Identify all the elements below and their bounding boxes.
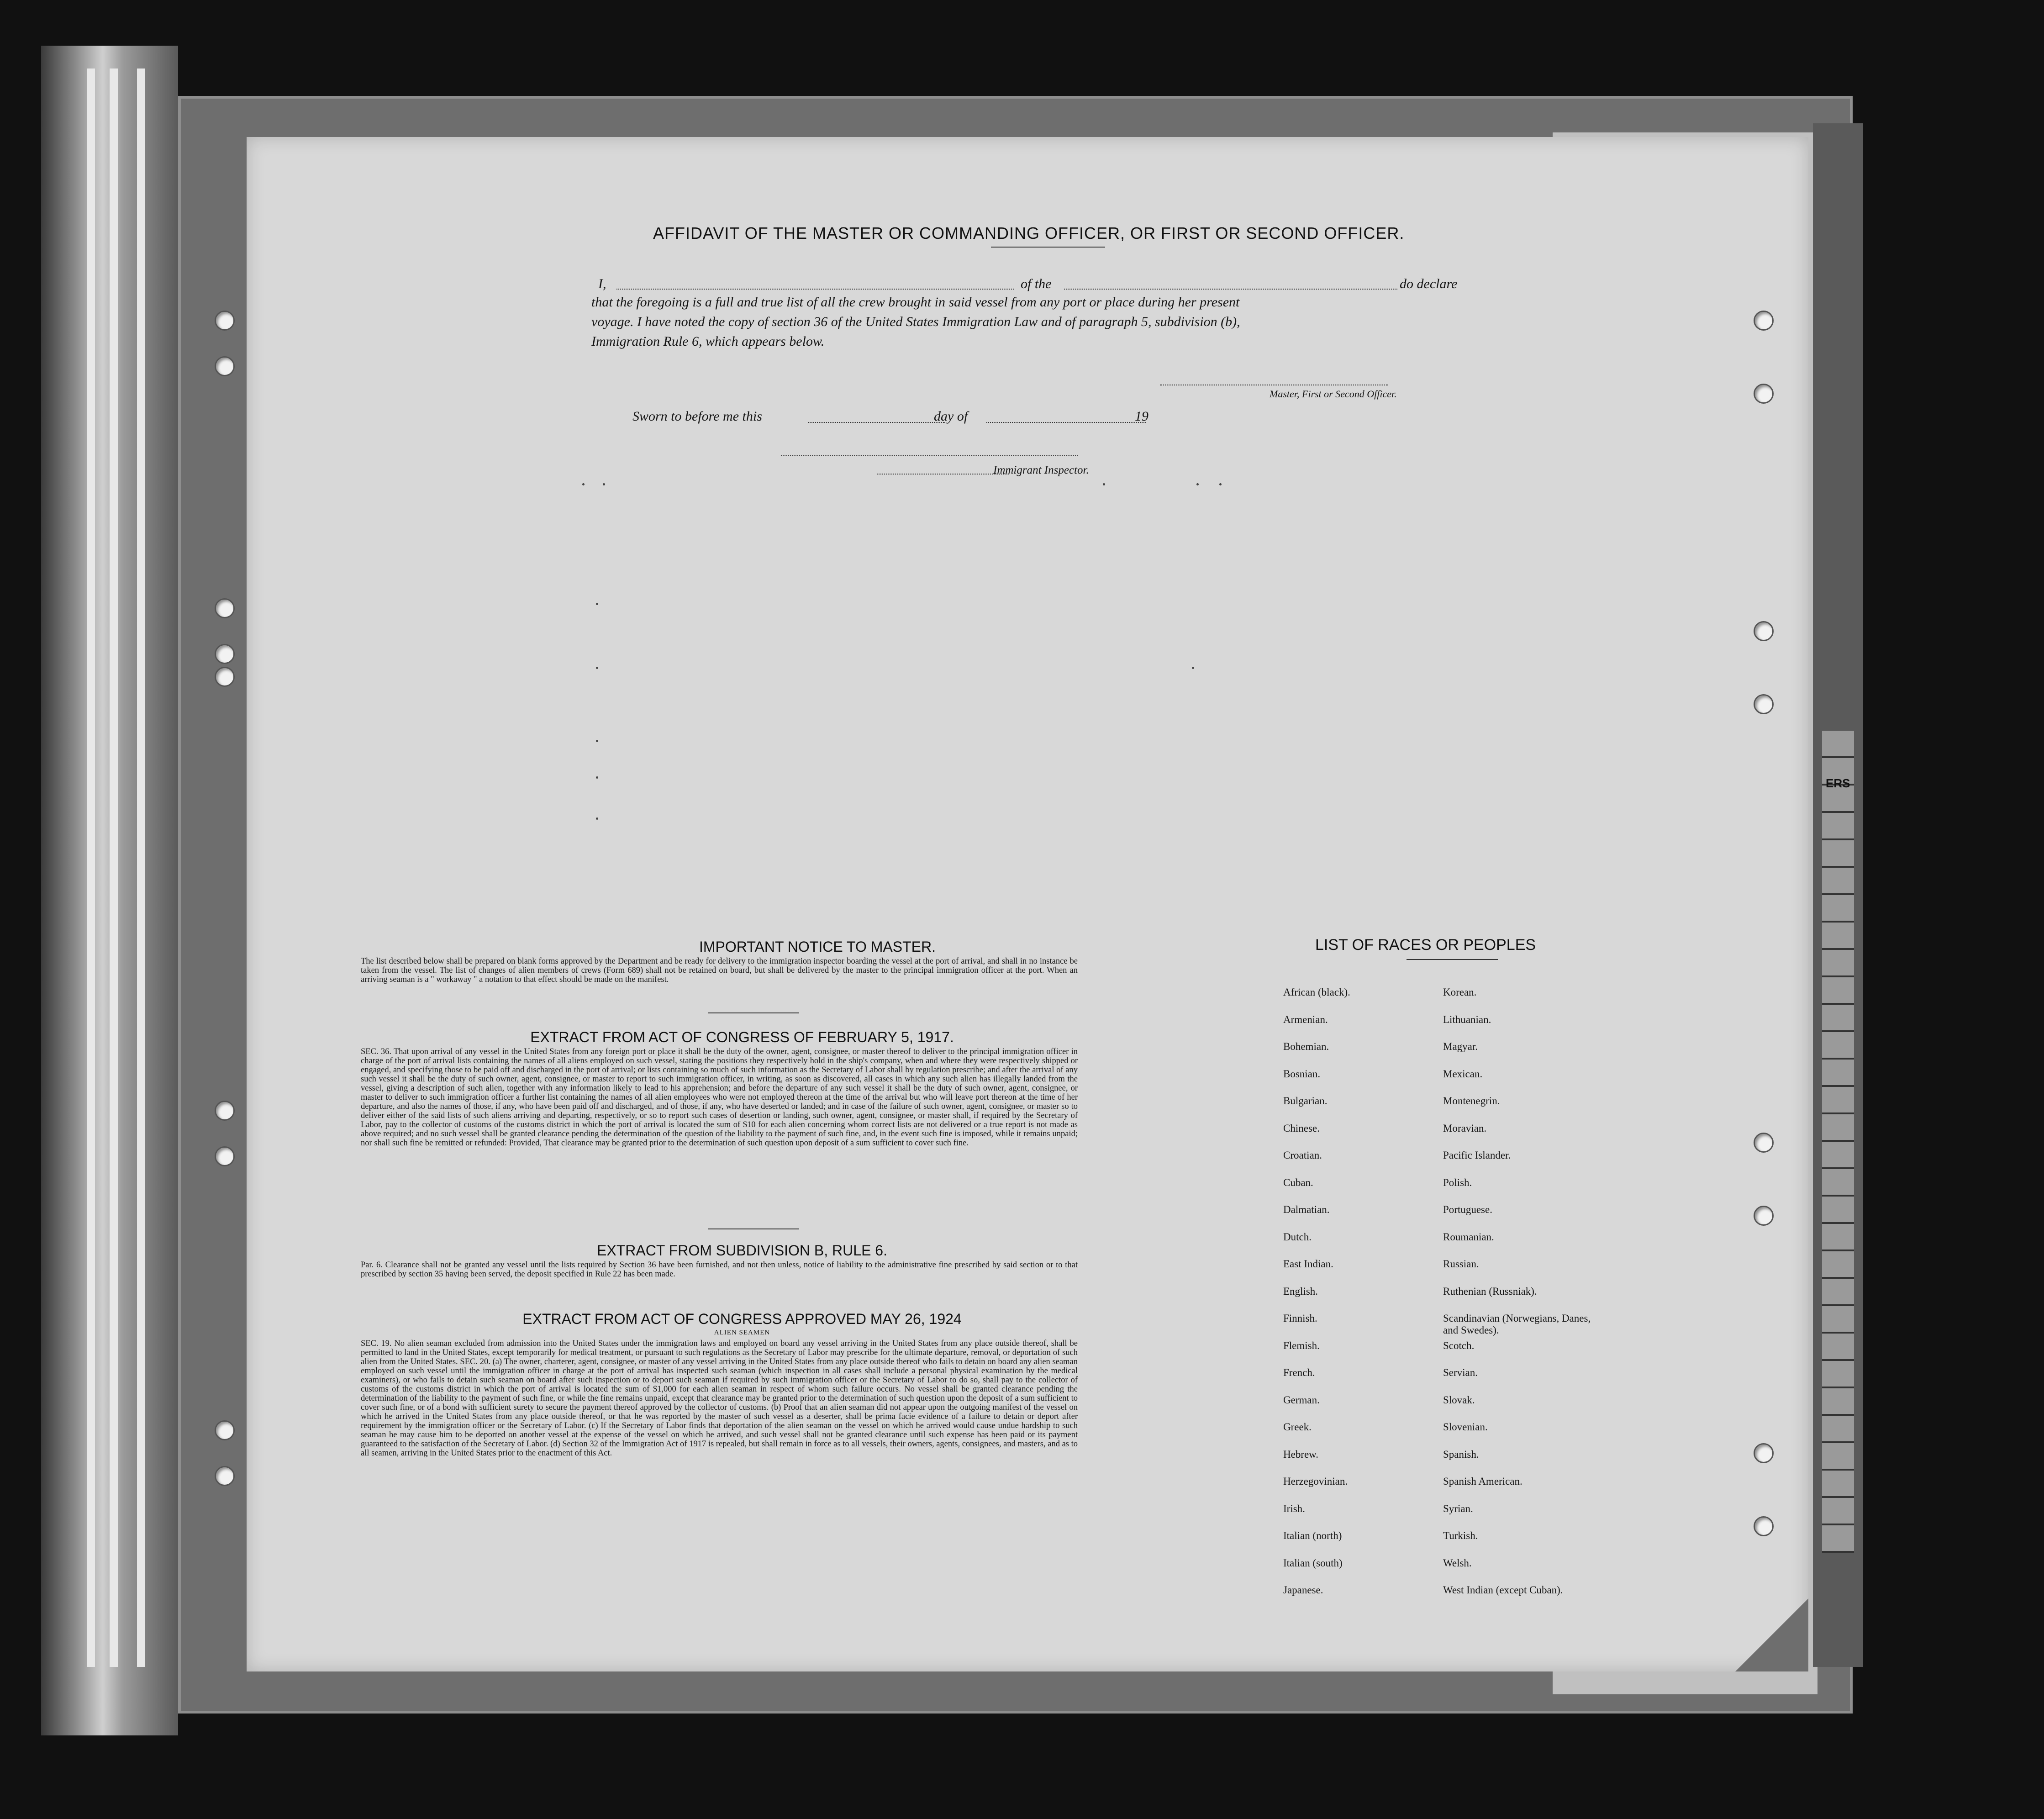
race-entry: German. bbox=[1283, 1394, 1320, 1406]
day-of-label: day of bbox=[934, 409, 968, 424]
race-entry: Korean. bbox=[1443, 986, 1477, 998]
race-entry: Slovenian. bbox=[1443, 1421, 1488, 1433]
binder-hole bbox=[1754, 1443, 1774, 1463]
bleed-dot bbox=[596, 776, 598, 779]
race-entry: Irish. bbox=[1283, 1503, 1305, 1514]
master-signature-caption: Master, First or Second Officer. bbox=[1270, 388, 1397, 400]
race-entry: Flemish. bbox=[1283, 1339, 1320, 1351]
bleed-dot bbox=[596, 817, 598, 820]
race-entry: Moravian. bbox=[1443, 1122, 1487, 1134]
race-entry: Portuguese. bbox=[1443, 1204, 1492, 1215]
binder-hole bbox=[215, 1101, 235, 1121]
race-entry: Spanish American. bbox=[1443, 1476, 1522, 1487]
race-entry: Hebrew. bbox=[1283, 1448, 1319, 1460]
race-entry: Croatian. bbox=[1283, 1149, 1322, 1161]
page-edge bbox=[87, 69, 95, 1667]
race-entry: Welsh. bbox=[1443, 1557, 1472, 1569]
races-title: LIST OF RACES OR PEOPLES bbox=[1315, 936, 1536, 954]
binder-hole bbox=[215, 1420, 235, 1440]
race-entry: Dutch. bbox=[1283, 1231, 1312, 1243]
race-entry: Greek. bbox=[1283, 1421, 1312, 1433]
section-rule bbox=[708, 1228, 799, 1229]
bleed-dot bbox=[596, 740, 598, 742]
race-entry: Dalmatian. bbox=[1283, 1204, 1330, 1215]
affidavit-line-2: that the foregoing is a full and true list of all the crew brought in said vessel from any port or place during her present bbox=[591, 295, 1240, 310]
race-entry: Turkish. bbox=[1443, 1530, 1478, 1541]
race-entry: Montenegrin. bbox=[1443, 1095, 1500, 1107]
race-entry: Bulgarian. bbox=[1283, 1095, 1328, 1107]
year-label: 19 bbox=[1135, 409, 1148, 424]
race-entry: Herzegovinian. bbox=[1283, 1476, 1348, 1487]
index-tab-label: ERS bbox=[1826, 776, 1850, 790]
vessel-blank bbox=[1064, 288, 1397, 290]
binder-hole bbox=[1754, 1516, 1774, 1536]
bleed-dot bbox=[1219, 483, 1222, 485]
race-entry: Cuban. bbox=[1283, 1176, 1313, 1188]
race-entry: Ruthenian (Russniak). bbox=[1443, 1285, 1537, 1297]
race-entry: African (black). bbox=[1283, 986, 1350, 998]
affidavit-line-3: voyage. I have noted the copy of section 36 of the United States Immigration Law and of paragraph 5, subdivision (b), bbox=[591, 314, 1240, 329]
binder-hole bbox=[1754, 1206, 1774, 1226]
extract-rule6-text: Par. 6. Clearance shall not be granted any vessel until the lists required by Section 36 have been furnished, and not then unless, notice of liability to the administrative fine prescribed by said section or to that prescribed by section 35 having been served, the deposit specified in Rule 22 has been made. bbox=[361, 1260, 1078, 1279]
notice-text: The list described below shall be prepared on blank forms approved by the Department and be ready for delivery to the immigration inspector boarding the vessel at the port of arrival, and shall in no instance be taken from the vessel. The list of changes of alien members of crews (Form 689) shall not be retained on board, but shall be delivered by the master to the principal immigration officer at the port. When an arriving seaman is a " workaway " a notation to that effect should be made on the manifest. bbox=[361, 957, 1078, 984]
bleed-dot bbox=[582, 483, 585, 485]
sworn-label: Sworn to before me this bbox=[632, 409, 762, 424]
inspector-signature-line bbox=[781, 454, 1078, 456]
inspector-caption: Immigrant Inspector. bbox=[993, 464, 1089, 476]
binder-hole bbox=[1754, 621, 1774, 641]
notice-title: IMPORTANT NOTICE TO MASTER. bbox=[699, 938, 936, 955]
section-rule bbox=[708, 1012, 799, 1013]
page-edge bbox=[137, 69, 145, 1667]
binder-hole bbox=[215, 1466, 235, 1486]
races-right-column bbox=[1443, 986, 1598, 1612]
binder-hole bbox=[1754, 384, 1774, 404]
affidavit-line-4: Immigration Rule 6, which appears below. bbox=[591, 334, 825, 349]
race-entry: West Indian (except Cuban). bbox=[1443, 1584, 1563, 1596]
master-signature-line bbox=[1160, 384, 1388, 385]
extract-1917-text: SEC. 36. That upon arrival of any vessel in the United States from any foreign port or place it shall be the duty of the owner, agent, consignee, or master thereof to deliver to the principal immigration officer in charge of the port of arrival lists containing the names of all aliens employed on such vessel, stating the positions they respectively hold in the ship's company, when and where they were respectively shipped or engaged, and specifying those to be paid off and discharged in the port of arrival; or lists containing so much of such information as the Secretary of Labor shall by regulation prescribe; and after the arrival of any such vessel it shall be the duty of such owner, agent, consignee, or master to report to such immigration officer, in writing, as soon as discovered, all cases in which any such alien has illegally landed from the vessel, giving a description of such alien, together with any information likely to lead to his apprehension; and before the departure of any such vessel it shall be the duty of such owner, agent, consignee, or master to deliver to such immigration officer a further list containing the names of all alien employees who were not employed thereon at the time of the arrival but who will leave port thereon at the time of her departure, and also the names of those, if any, who have been paid off and discharged, and of those, if any, who have deserted or landed; and in case of the failure of such owner, agent, consignee, or master so to deliver either of the said lists of such aliens arriving and departing, respectively, or so to report such cases of desertion or landing, such owner, agent, consignee, or master shall, if required by the Secretary of Labor, pay to the collector of customs of the customs district in which the port of arrival is located the sum of $10 for each alien concerning whom correct lists are not delivered or a true report is not made as above required; and no such vessel shall be granted clearance pending the determination of the question of the liability to the payment of such fine, and, in the event such fine is imposed, while it remains unpaid; nor shall such fine be remitted or refunded: Provided, That clearance may be granted prior to the determination of such question upon deposit of a sum sufficient to cover such fine. bbox=[361, 1047, 1078, 1148]
race-entry: Bohemian. bbox=[1283, 1041, 1329, 1052]
extract-1917-title: EXTRACT FROM ACT OF CONGRESS OF FEBRUARY 5, 1917. bbox=[530, 1029, 954, 1045]
bleed-dot bbox=[1196, 483, 1199, 485]
index-tabs bbox=[1822, 731, 1854, 1553]
page-edge bbox=[110, 69, 118, 1667]
race-entry: Chinese. bbox=[1283, 1122, 1320, 1134]
race-entry: Scandinavian (Norwegians, Danes, and Swedes). bbox=[1443, 1313, 1591, 1336]
binder-hole bbox=[1754, 1133, 1774, 1153]
affidavit-i: I, bbox=[598, 276, 606, 291]
affidavit-of-the: of the bbox=[1021, 276, 1052, 291]
extract-1924-title: EXTRACT FROM ACT OF CONGRESS APPROVED MAY 26, 1924 bbox=[522, 1311, 962, 1327]
binder-hole bbox=[1754, 311, 1774, 331]
affidavit-page bbox=[247, 137, 1808, 1671]
page-corner bbox=[1735, 1598, 1808, 1671]
race-entry: English. bbox=[1283, 1285, 1318, 1297]
race-entry: Italian (south) bbox=[1283, 1557, 1343, 1569]
race-entry: Magyar. bbox=[1443, 1041, 1478, 1052]
race-entry: Scotch. bbox=[1443, 1339, 1475, 1351]
race-entry: Italian (north) bbox=[1283, 1530, 1342, 1541]
race-entry: Bosnian. bbox=[1283, 1068, 1321, 1080]
binder-hole bbox=[1754, 694, 1774, 714]
bleed-dot bbox=[596, 603, 598, 605]
sworn-day-blank bbox=[808, 421, 945, 423]
affidavit-title: AFFIDAVIT OF THE MASTER OR COMMANDING OFFICER, OR FIRST OR SECOND OFFICER. bbox=[653, 224, 1405, 243]
binder-hole bbox=[215, 311, 235, 331]
race-entry: Lithuanian. bbox=[1443, 1013, 1491, 1025]
extract-rule6-title: EXTRACT FROM SUBDIVISION B, RULE 6. bbox=[597, 1242, 887, 1259]
affidavit-do-declare: do declare bbox=[1400, 276, 1458, 291]
race-entry: Polish. bbox=[1443, 1176, 1472, 1188]
title-rule bbox=[991, 247, 1105, 248]
extract-1924-text: SEC. 19. No alien seaman excluded from admission into the United States under the immigration laws and employed on board any vessel arriving in the United States from any place outside thereof, shall be permitted to land in the United States, except temporarily for medical treatment, or pursuant to such regulations as the Secretary of Labor may prescribe for the ultimate departure, removal, or deportation of such alien from the United States. SEC. 20. (a) The owner, charterer, agent, consignee, or master of any vessel arriving in the United States from any place outside thereof who fails to detain on board any alien seaman employed on such vessel until the immigration officer in charge at the port of arrival has inspected such seaman (which inspection in all cases shall include a personal physical examination by the medical examiners), or who fails to detain such seaman on board after such inspection or to deport such seaman if required by such immigration officer or the Secretary of Labor to do so, shall pay to the collector of customs of the customs district in which the port of arrival is located the sum of $1,000 for each alien seaman in respect of whom such failure occurs. No vessel shall be granted clearance pending the determination of the liability to the payment of such fine, or while the fine remains unpaid, except that clearance may be granted prior to the determination of such question upon the deposit of a sum sufficient to cover such fine, or of a bond with sufficient surety to secure the payment thereof approved by the collector of customs. (b) Proof that an alien seaman did not appear upon the outgoing manifest of the vessel on which he arrived in the United States from any place outside thereof, or that he was reported by the master of such vessel as a deserter, shall be prima facie evidence of a failure to detain or deport after requirement by the immigration officer or the Secretary of Labor. (c) If the Secretary of Labor finds that deportation of the alien seaman on the vessel on which he arrived would cause undue hardship to such seaman he may cause him to be deported on another vessel at the expense of the vessel on which he arrived, and such vessel shall not be granted clearance until such expense has been paid or its payment guaranteed to the satisfaction of the Secretary of Labor. (d) Section 32 of the Immigration Act of 1917 is repealed, but shall remain in force as to all vessels, their owners, agents, consignees, and masters, and as to all seamen, arriving in the United States prior to the enactment of this Act. bbox=[361, 1339, 1078, 1458]
race-entry: Roumanian. bbox=[1443, 1231, 1494, 1243]
binder-hole bbox=[215, 644, 235, 664]
race-entry: Finnish. bbox=[1283, 1313, 1317, 1324]
races-rule bbox=[1407, 959, 1498, 960]
binder-hole bbox=[215, 667, 235, 687]
race-entry: Armenian. bbox=[1283, 1013, 1328, 1025]
extract-1924-subtitle: ALIEN SEAMEN bbox=[714, 1329, 770, 1336]
name-blank bbox=[616, 288, 1014, 290]
binder-hole bbox=[215, 1146, 235, 1166]
bleed-dot bbox=[603, 483, 605, 485]
race-entry: Servian. bbox=[1443, 1367, 1478, 1378]
race-entry: Spanish. bbox=[1443, 1448, 1479, 1460]
race-entry: Japanese. bbox=[1283, 1584, 1323, 1596]
race-entry: French. bbox=[1283, 1367, 1315, 1378]
races-left-column bbox=[1283, 986, 1350, 1612]
binder-hole bbox=[215, 356, 235, 376]
bleed-dot bbox=[1192, 667, 1194, 669]
month-blank bbox=[986, 421, 1146, 423]
race-entry: East Indian. bbox=[1283, 1258, 1333, 1270]
race-entry: Slovak. bbox=[1443, 1394, 1475, 1406]
bleed-dot bbox=[1103, 483, 1105, 485]
bleed-dot bbox=[596, 667, 598, 669]
inspector-underline bbox=[877, 473, 1009, 475]
binder-hole bbox=[215, 598, 235, 618]
race-entry: Pacific Islander. bbox=[1443, 1149, 1511, 1161]
race-entry: Mexican. bbox=[1443, 1068, 1483, 1080]
race-entry: Syrian. bbox=[1443, 1503, 1473, 1514]
race-entry: Russian. bbox=[1443, 1258, 1479, 1270]
